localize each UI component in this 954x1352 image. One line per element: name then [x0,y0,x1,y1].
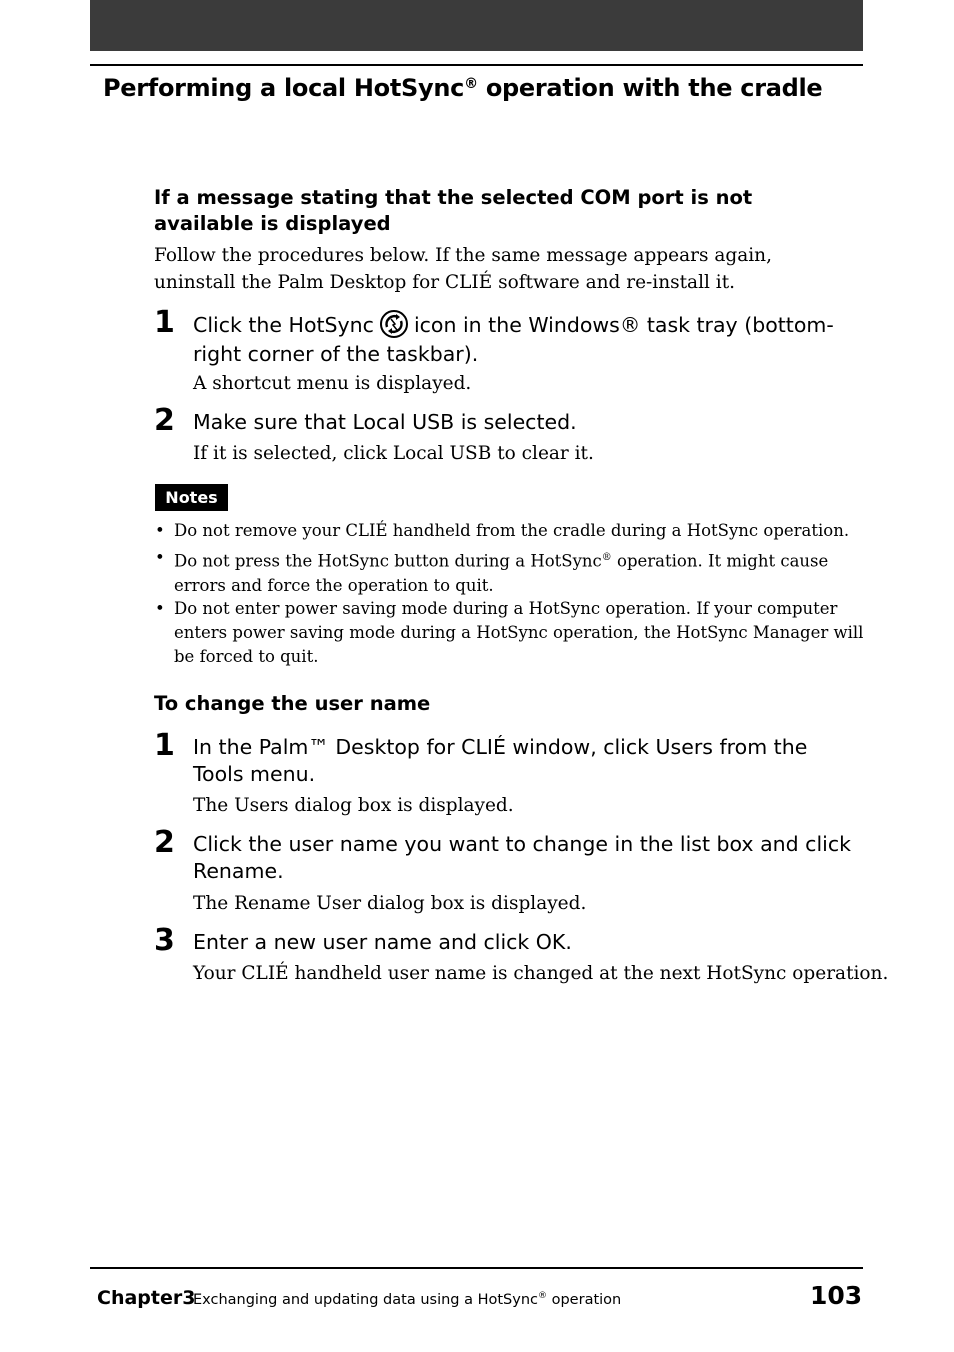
step-number: 2 [154,825,175,860]
step-instruction: Click the HotSync icon in the Windows® task tray (bottom-right corner of the taskbar). [193,311,853,368]
step-result: The Rename User dialog box is displayed. [193,893,587,914]
step-instruction: Make sure that Local USB is selected. [193,410,577,434]
step-result: The Users dialog box is displayed. [193,795,514,816]
bullet-marker: • [155,548,165,567]
step-instruction: In the Palm™ Desktop for CLIÉ window, click Users from the Tools menu. [193,735,808,786]
step-number: 3 [154,923,175,958]
notes-badge: Notes [155,484,228,511]
note-item: Do not remove your CLIÉ handheld from the cradle during a HotSync operation. [174,521,850,540]
step-number: 1 [154,728,175,763]
bullet-marker: • [155,599,165,618]
step-instruction: Enter a new user name and click OK. [193,930,572,954]
page-number: 103 [810,1281,863,1310]
step-number: 2 [154,403,175,438]
header-rule [90,64,863,66]
step-instruction: Click the user name you want to change in the list box and click Rename. [193,832,851,883]
footer-rule [90,1267,863,1269]
header-bar [90,0,863,51]
step-number: 1 [154,305,175,340]
section-intro-text: Follow the procedures below. If the same message appears again, uninstall the Palm Desktop for CLIÉ software and re-install it. [154,245,772,293]
section-heading-change-user: To change the user name [154,692,431,715]
hotsync-icon [378,309,410,339]
note-item: Do not press the HotSync button during a HotSync® operation. It might cause errors and force the operation to quit. [174,551,829,595]
note-item: Do not enter power saving mode during a HotSync operation. If your computer enters power saving mode during a HotSync operation, the HotSync Manager will be forced to quit. [174,599,864,666]
footer-chapter-title: Exchanging and updating data using a HotSync® operation [193,1291,622,1308]
step-result: If it is selected, click Local USB to clear it. [193,443,594,464]
bullet-marker: • [155,521,165,540]
footer-chapter: Chapter3 [97,1287,196,1309]
step-result: A shortcut menu is displayed. [193,373,472,394]
step-result: Your CLIÉ handheld user name is changed at the next HotSync operation. [193,963,889,984]
section-heading-com-port: If a message stating that the selected COM port is not available is displayed [154,186,753,235]
page-title: Performing a local HotSync® operation with the cradle [103,74,823,102]
